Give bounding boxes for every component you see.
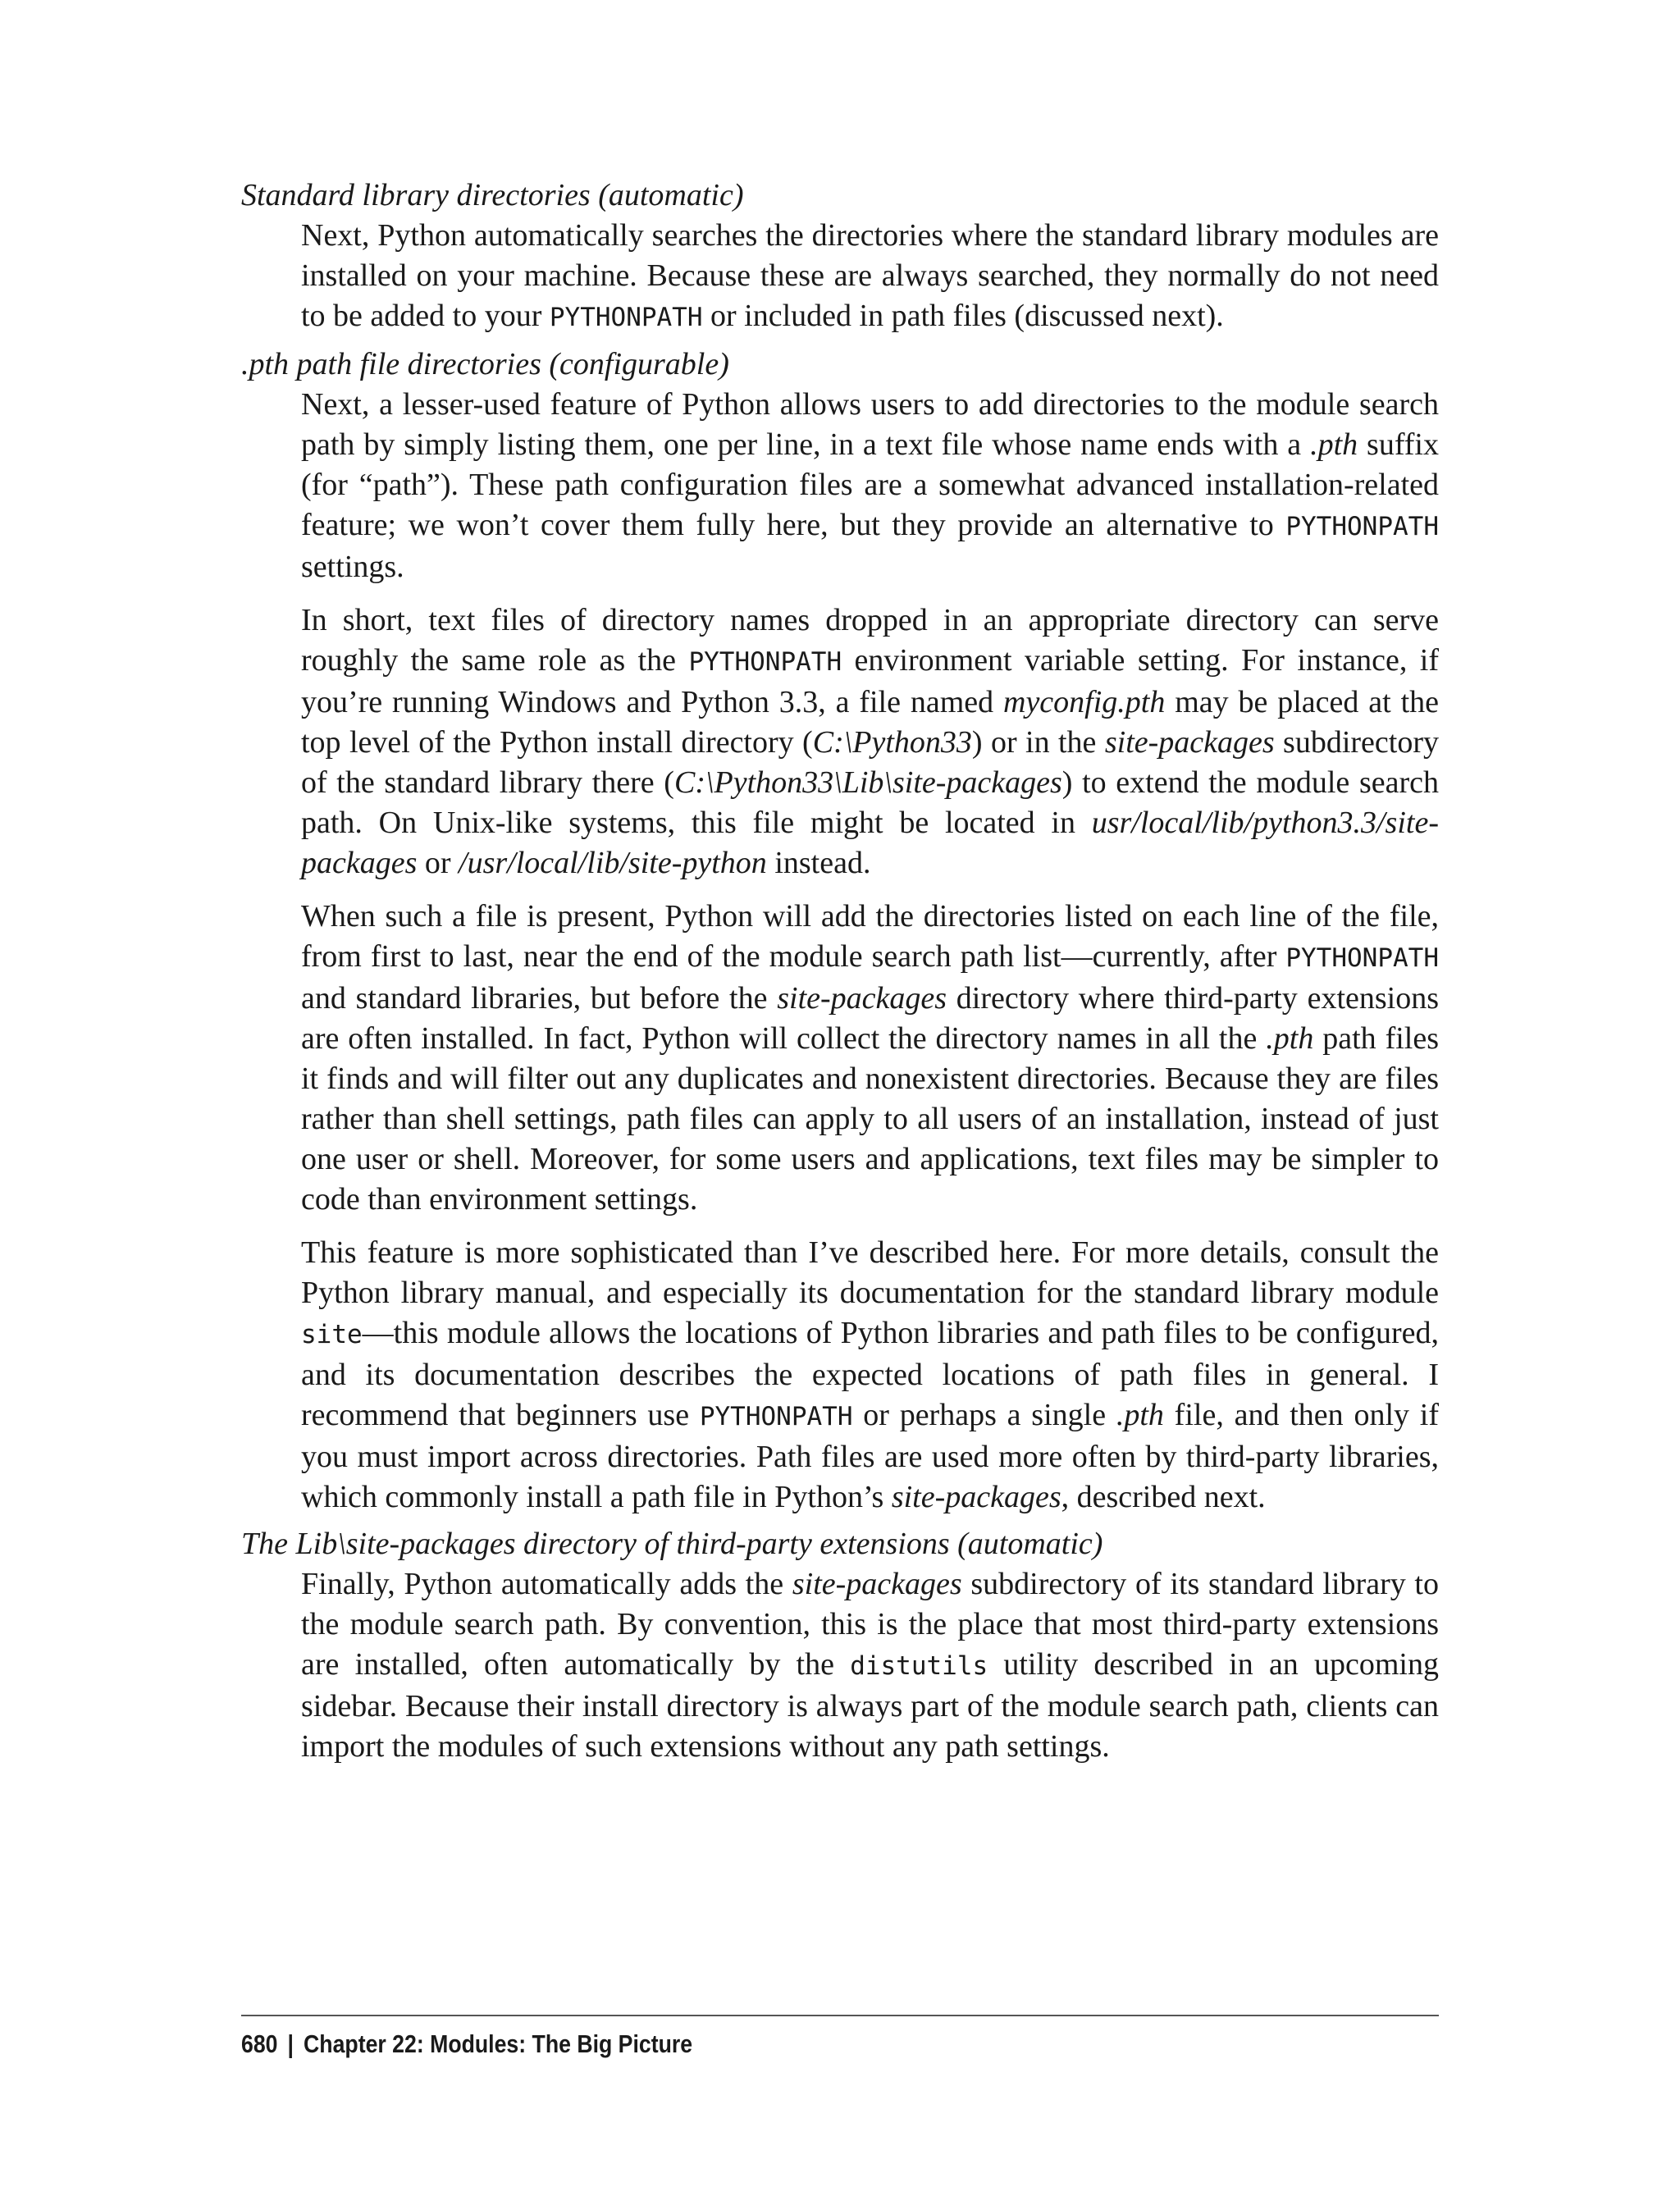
- page-footer: [241, 2015, 1439, 2061]
- paragraph: Next, a lesser-used feature of Python allows users to add directories to the module search path by simply listing them, one per line, in a text file whose name ends with a .pth suffix (for “path”). These path configuration files are a somewhat advanced installation-related feature; we won’t cover them fully here, but they provide an alternative to PYTHONPATH settings.: [301, 387, 1439, 584]
- paragraph: Next, Python automatically searches the directories where the standard library modules are installed on your machine. Because these are always searched, they normally do not need to be added to your PYTHONPATH or included in path files (discussed next).: [301, 218, 1439, 333]
- entry-site-packages: [241, 1524, 1439, 1767]
- italic-text: usr/local/lib/python3.3/site-packages: [301, 806, 1439, 880]
- paragraph: Finally, Python automatically adds the site-packages subdirectory of its standard library to the module search path. By convention, this is the place that most third-party extensions are installed, often automatically by the distutils utility described in an upcoming sidebar. Because their install directory is always part of the module search path, clients can import the modules of such extensions without any path settings.: [301, 1567, 1439, 1764]
- inline-code: PYTHONPATH: [549, 303, 703, 332]
- entry-standard-library: [241, 176, 1439, 338]
- italic-text: /usr/local/lib/site-python: [459, 846, 767, 880]
- entry-pth-path-files: [241, 345, 1439, 1518]
- page-number: 680: [241, 2029, 278, 2058]
- inline-code: distutils: [850, 1651, 988, 1681]
- inline-code: PYTHONPATH: [699, 1402, 853, 1431]
- italic-text: myconfig.pth: [1003, 685, 1166, 719]
- inline-code: PYTHONPATH: [1285, 512, 1439, 541]
- entry-definition: [301, 216, 1439, 338]
- inline-code: site: [301, 1320, 363, 1349]
- entry-term: Standard library directories (automatic): [241, 178, 744, 212]
- inline-code: PYTHONPATH: [1285, 943, 1439, 973]
- chapter-title: Chapter 22: Modules: The Big Picture: [304, 2029, 693, 2058]
- italic-text: .pth: [1116, 1398, 1164, 1432]
- inline-code: PYTHONPATH: [688, 647, 842, 677]
- italic-text: C:\Python33: [812, 725, 972, 760]
- italic-text: site-packages: [777, 981, 947, 1016]
- running-footer: [241, 2028, 1271, 2061]
- italic-text: .pth: [1310, 427, 1358, 462]
- paragraph: When such a file is present, Python will add the directories listed on each line of the file, from first to last, near the end of the module search path list—currently, after PYTHONPATH and standard libraries, but before the site-packages directory where third-party extensions are often installed. In fact, Python will collect the directory names in all the .pth path files it finds and will filter out any duplicates and nonexistent directories. Because they are files rather than shell settings, path files can apply to all users of an installation, instead of just one user or shell. Moreover, for some users and applications, text files may be simpler to code than environment settings.: [301, 899, 1439, 1217]
- italic-text: site-packages: [792, 1567, 962, 1601]
- page-body: [241, 176, 1439, 1774]
- paragraph: This feature is more sophisticated than I’ve described here. For more details, consult the Python library manual, and especially its documentation for the standard library module site—this module allows the locations of Python libraries and path files to be configured, and its documentation describes the expected locations of path files in general. I recommend that beginners use PYTHONPATH or perhaps a single .pth file, and then only if you must import across directories. Path files are used more often by third-party libraries, which commonly install a path file in Python’s site-packages, described next.: [301, 1235, 1439, 1514]
- italic-text: .pth: [1266, 1021, 1314, 1056]
- entry-term: .pth path file directories (configurable): [241, 347, 729, 381]
- paragraph: In short, text files of directory names dropped in an appropriate directory can serve roughly the same role as the PYTHONPATH environment variable setting. For instance, if you’re running Windows and Python 3.3, a file named myconfig.pth may be placed at the top level of the Python install directory (C:\Python33) or in the site-packages subdirectory of the standard library there (C:\Python33\Lib\site-packages) to extend the module search path. On Unix-like systems, this file might be located in usr/local/lib/python3.3/site-packages or /usr/local/lib/site-python instead.: [301, 603, 1440, 880]
- italic-text: C:\Python33\Lib\site-packages: [673, 765, 1062, 800]
- footer-rule: [241, 2015, 1439, 2016]
- entry-term: The Lib\site-packages directory of third-party extensions (automatic): [241, 1527, 1103, 1561]
- entry-definition: [301, 1564, 1439, 1767]
- italic-text: site-packages: [1104, 725, 1275, 760]
- entry-definition: [301, 385, 1439, 1518]
- italic-text: site-packages: [891, 1480, 1061, 1514]
- footer-separator: |: [287, 2029, 294, 2058]
